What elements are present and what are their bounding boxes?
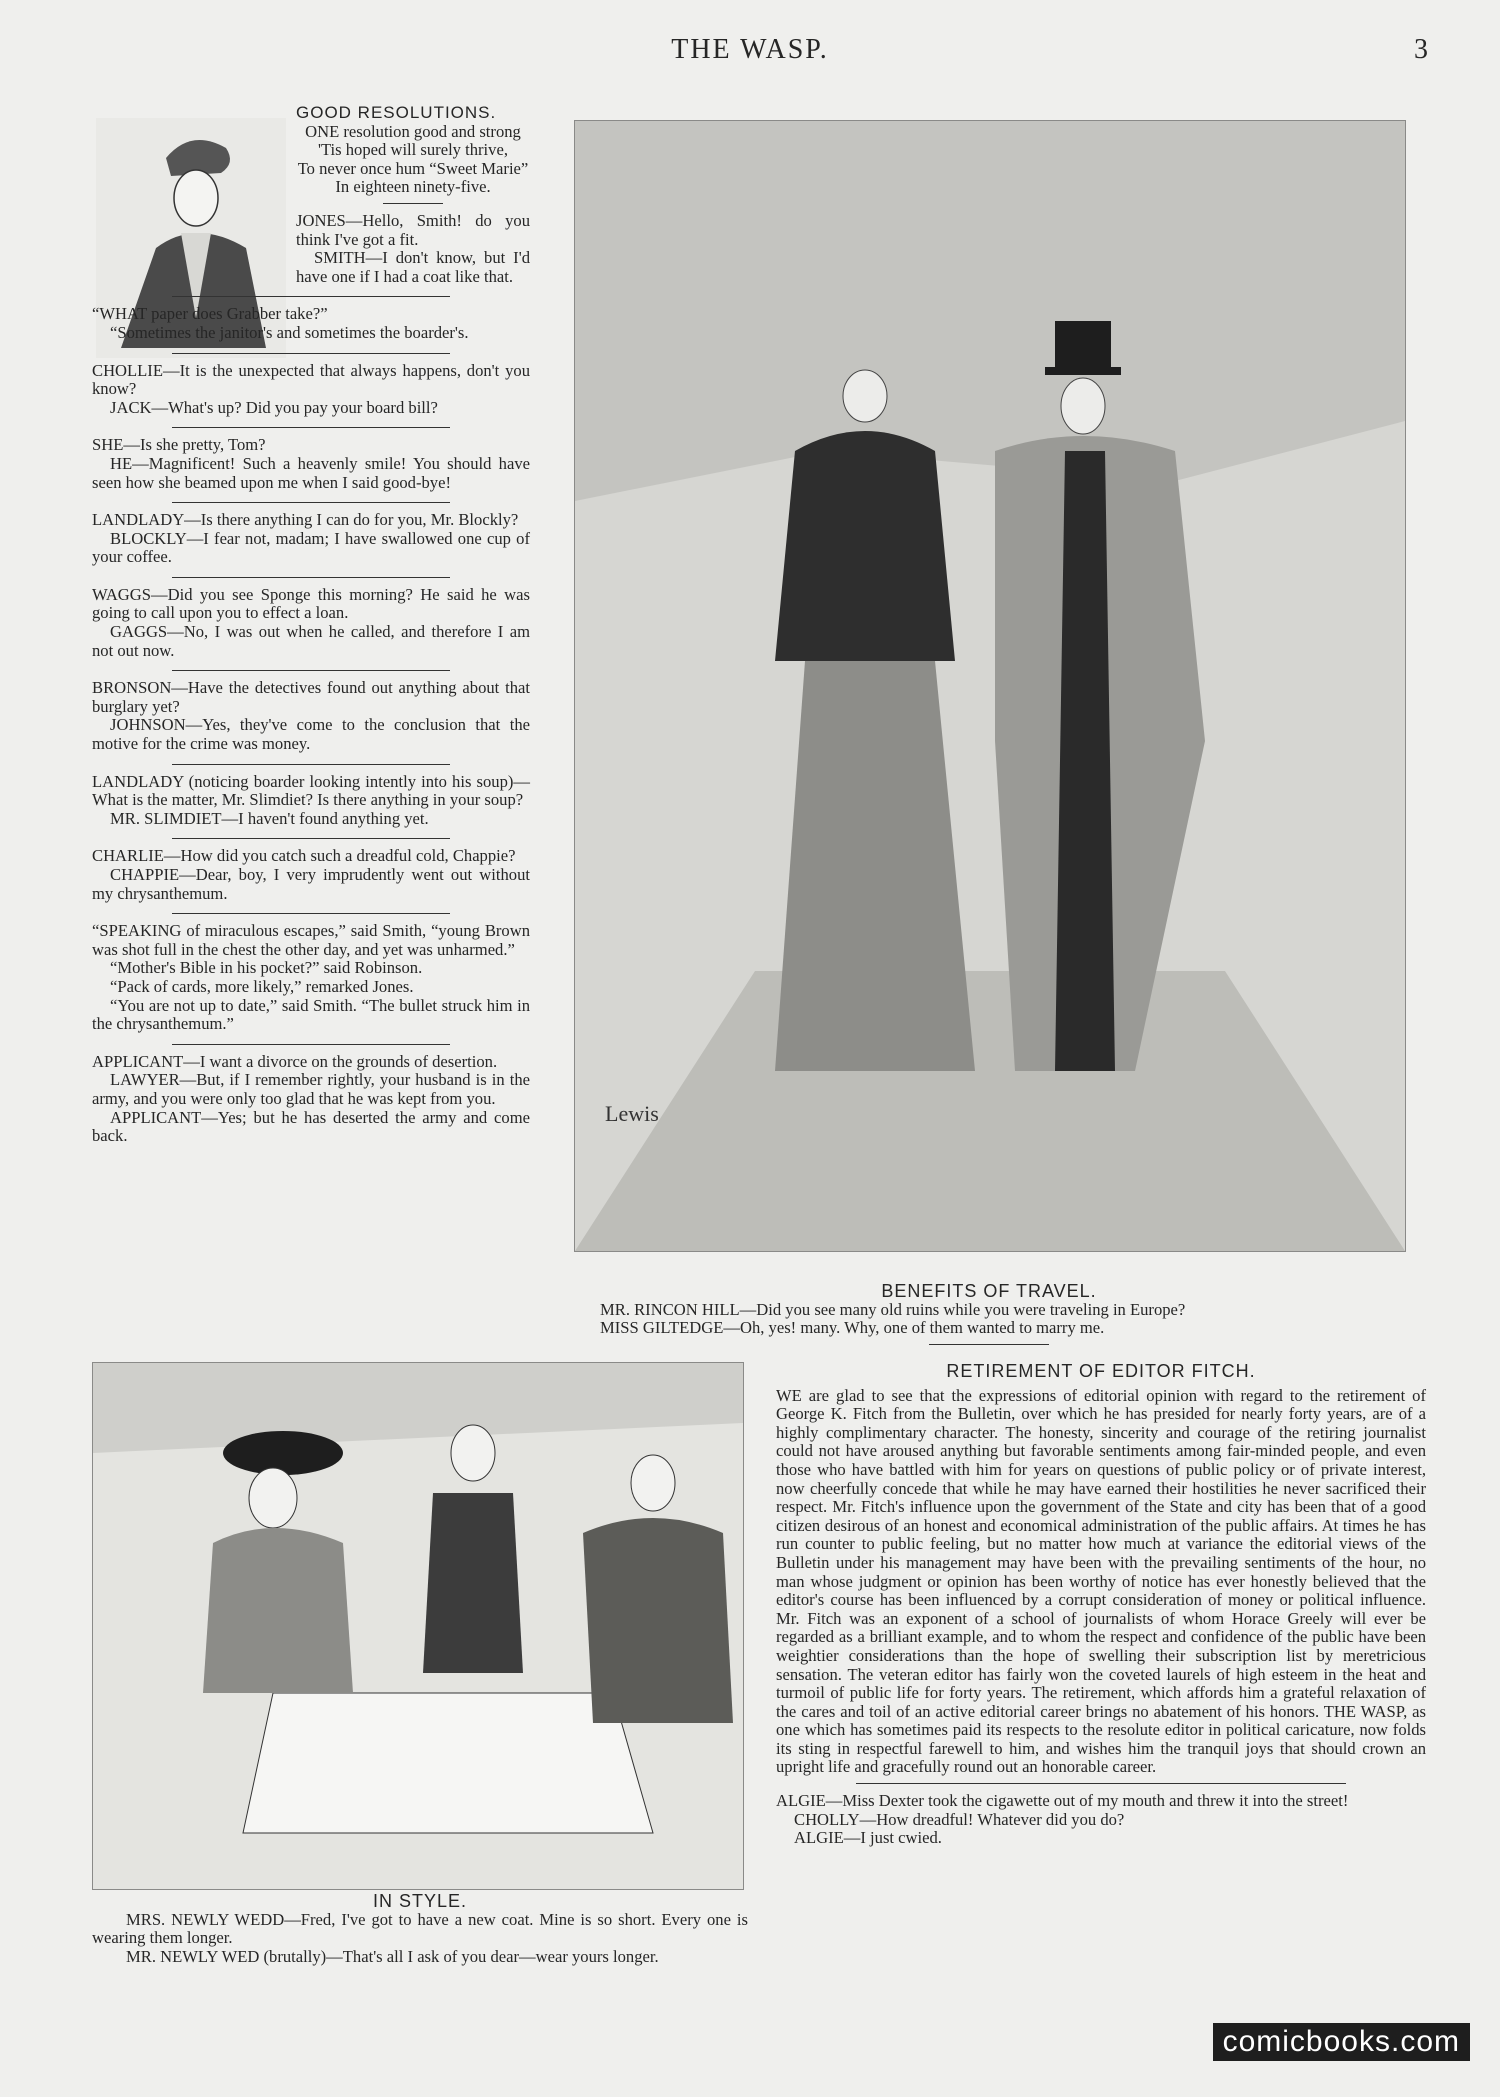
joke-line: “Mother's Bible in his pocket?” said Robinson. (110, 958, 423, 978)
joke-line: LANDLADY—Is there anything I can do for you, Mr. Blockly? (92, 510, 519, 530)
page-header (0, 34, 1500, 74)
retirement-article (776, 1362, 1426, 1848)
left-column (92, 104, 530, 1156)
joke-line: GAGGS—No, I was out when he called, and therefore I am not out now. (92, 622, 530, 660)
caption-line: MRS. NEWLY WEDD—Fred, I've got to have a new coat. Mine is so short. Every one is wearing them longer. (92, 1909, 748, 1948)
masthead: THE WASP. (671, 34, 829, 65)
joke-line: SHE—Is she pretty, Tom? (92, 435, 266, 455)
joke-line: APPLICANT—Yes; but he has deserted the army and come back. (92, 1107, 530, 1146)
joke-line: “You are not up to date,” said Smith. “The bullet struck him in the chrysanthemum.” (92, 995, 530, 1034)
joke-line: JOHNSON—Yes, they've come to the conclusion that the motive for the crime was money. (92, 715, 530, 754)
joke-line: JONES—Hello, Smith! do you think I've got a fit. (296, 210, 530, 249)
joke-applicant (92, 1053, 530, 1146)
joke-line: APPLICANT—I want a divorce on the grounds of desertion. (92, 1051, 498, 1071)
resolutions-poem (296, 123, 530, 197)
joke-jones (296, 212, 530, 286)
watermark-badge: comicbooks.com (1213, 2023, 1470, 2061)
poem-line: 'Tis hoped will surely thrive, (318, 140, 508, 160)
joke-line: BLOCKLY—I fear not, madam; I have swallowed one cup of your coffee. (92, 528, 530, 567)
algie-joke (776, 1792, 1426, 1848)
joke-line: BRONSON—Have the detectives found out anything about that burglary yet? (92, 678, 530, 716)
joke-line: “Sometimes the janitor's and sometimes the boarder's. (110, 322, 469, 342)
poem-line: In eighteen ninety-five. (335, 177, 491, 197)
joke-line: JACK—What's up? Did you pay your board bill? (110, 397, 438, 417)
joke-line: CHOLLIE—It is the unexpected that always happens, don't you know? (92, 360, 530, 399)
joke-line: “SPEAKING of miraculous escapes,” said Smith, “young Brown was shot full in the chest the other day, and yet was unharmed.” (92, 921, 530, 959)
page-number: 3 (1414, 34, 1428, 65)
joke-bronson (92, 679, 530, 753)
artist-signature: Lewis (605, 1101, 659, 1126)
joke-line: WAGGS—Did you see Sponge this morning? He said he was going to call upon you to effect a loan. (92, 584, 530, 623)
joke-line: “Pack of cards, more likely,” remarked Jones. (110, 976, 414, 996)
joke-chollie (92, 362, 530, 418)
dining-couple-sketch (93, 1363, 743, 1889)
joke-line: CHARLIE—How did you catch such a dreadful cold, Chappie? (92, 846, 516, 866)
travel-illustration (574, 120, 1406, 1252)
poem-line: To never once hum “Sweet Marie” (297, 158, 529, 178)
caption-line: MR. NEWLY WED (brutally)—That's all I ask of you dear—wear yours longer. (126, 1946, 659, 1966)
joke-line: MR. SLIMDIET—I haven't found anything yet. (110, 808, 429, 828)
article-body: WE are glad to see that the expressions of editorial opinion with regard to the retirement of George K. Fitch from the Bulletin, over which he has presided for nearly forty years, are of a highly complimentary character. The honesty, sincerity and courage of the retiring journalist could not have aroused anything but favorable sentiments among fair-minded people, and even those who have battled with him for years on questions of public policy or of private interest, now cheerfully concede that while he may have earned their hostilities he never sacrificed their respect. Mr. Fitch's influence upon the government of the State and city has been that of a good citizen desirous of an honest and economical administration of the public affairs. At times he has run counter to public feeling, but no matter how much at variance the editorial views of the Bulletin under his management may have been with the prevailing sentiments of the hour, no man whose judgment or opinion has been worthy of notice has ever honestly believed that the editor's course has been influenced by a corrupt consideration of money or political influence. Mr. Fitch was an exponent of a school of journalists of whom Horace Greely will ever be regarded as a brilliant example, and to whom the respect and confidence of the public have been weightier considerations than the hope of swelling their subscription list by meretricious sensation. The veteran editor has fairly won the coveted laurels of high esteem in the heat and turmoil of public life for forty years. The retirement, which affords him a grateful relaxation of the cares and toil of an active editorial career brings no abatement of his honors. THE WASP, as one which has sometimes paid its respects to the resolute editor in political caricature, now folds its sting in respectful farewell to him, and wishes him the tranquil joys that should crown an upright life and gracefully round out an honorable career. (776, 1385, 1426, 1777)
travel-title: BENEFITS OF TRAVEL. (881, 1281, 1097, 1301)
joke-line: HE—Magnificent! Such a heavenly smile! You should have seen how she beamed upon me when I said good-bye! (92, 453, 530, 492)
joke-landlady-blockly (92, 511, 530, 567)
joke-grabber (92, 305, 530, 342)
in-style-caption (92, 1892, 748, 1966)
couple-walking-sketch (575, 121, 1405, 1251)
joke-line: LAWYER—But, if I remember rightly, your husband is in the army, and you were only too glad that he was kept from you. (92, 1070, 530, 1108)
joke-line: SMITH—I don't know, but I'd have one if I had a coat like that. (296, 248, 530, 286)
caption-line: MR. RINCON HILL—Did you see many old ruins while you were traveling in Europe? (600, 1299, 1186, 1319)
joke-charlie (92, 847, 530, 903)
joke-speaking (92, 922, 530, 1034)
joke-waggs (92, 586, 530, 660)
joke-line: ALGIE—I just cwied. (794, 1828, 942, 1848)
joke-line: CHAPPIE—Dear, boy, I very imprudently went out without my chrysanthemum. (92, 865, 530, 903)
joke-she (92, 436, 530, 492)
in-style-title: IN STYLE. (372, 1891, 468, 1911)
joke-line: CHOLLY—How dreadful! Whatever did you do? (794, 1809, 1125, 1829)
joke-line: “WHAT paper does Grabber take?” (92, 304, 328, 324)
joke-line: ALGIE—Miss Dexter took the cigawette out of my mouth and threw it into the street! (776, 1791, 1349, 1811)
travel-caption (574, 1282, 1404, 1353)
caption-line: MISS GILTEDGE—Oh, yes! many. Why, one of them wanted to marry me. (600, 1318, 1105, 1338)
joke-landlady-slimdiet (92, 773, 530, 829)
in-style-illustration (92, 1362, 744, 1890)
resolutions-title: GOOD RESOLUTIONS. (296, 103, 497, 122)
joke-line: LANDLADY (noticing boarder looking intently into his soup)—What is the matter, Mr. Slimdiet? Is there anything in your soup? (92, 771, 530, 810)
poem-line: ONE resolution good and strong (305, 121, 521, 141)
article-title: RETIREMENT OF EDITOR FITCH. (946, 1361, 1256, 1381)
